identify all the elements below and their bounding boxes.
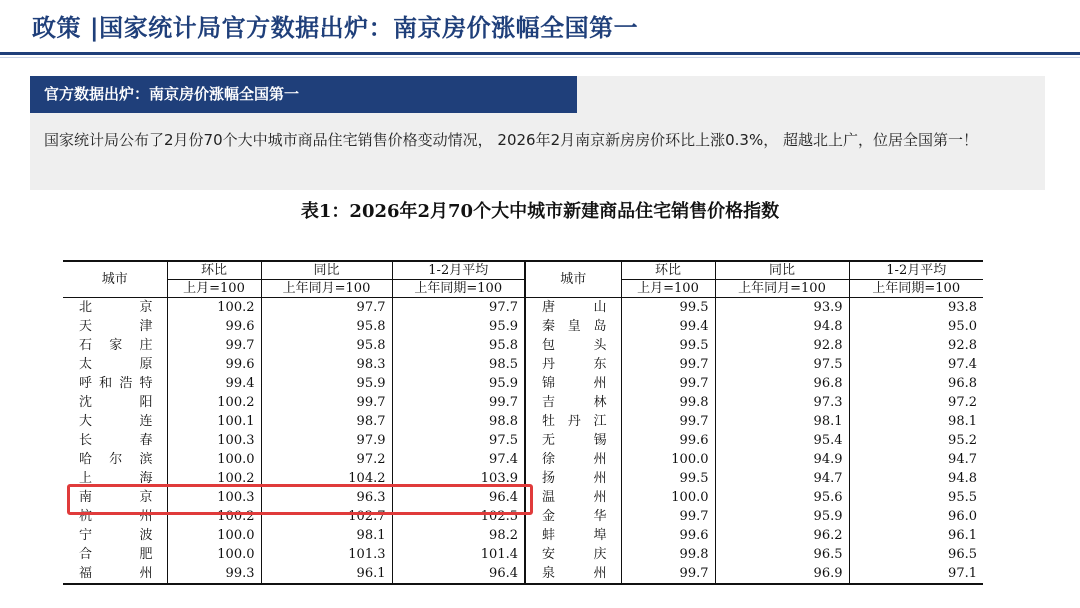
yoy-cell-right: 95.4 [715,431,849,450]
table-row [63,355,983,374]
table-row [63,526,983,545]
mom-cell-right: 99.6 [621,431,715,450]
mom-cell: 100.2 [167,469,261,488]
city-cell-right: 包头 [525,336,621,355]
mom-cell-right: 99.8 [621,545,715,564]
mom-cell-right: 99.7 [621,412,715,431]
city-cell: 天津 [79,319,153,334]
yoy-cell: 98.3 [261,355,392,374]
city-cell: 杭州 [79,509,153,524]
table-body [63,298,983,585]
yoy-cell: 102.7 [261,507,392,526]
mom-cell: 100.0 [167,450,261,469]
mom-cell: 100.0 [167,545,261,564]
avg-cell-right: 97.1 [849,564,983,584]
city-cell: 沈阳 [79,395,153,410]
header-avg-right: 1-2月平均 [849,261,983,280]
mom-cell: 100.0 [167,526,261,545]
city-cell: 呼和浩特 [79,376,153,391]
header-yoy-base-right: 上年同月=100 [715,280,849,298]
city-cell-right: 泉州 [525,564,621,584]
table-row [63,393,983,412]
mom-cell-right: 99.5 [621,469,715,488]
avg-cell: 95.9 [392,374,525,393]
price-index-table [63,260,983,585]
avg-cell: 98.2 [392,526,525,545]
city-cell-right: 扬州 [525,469,621,488]
header-mom-base-right: 上月=100 [621,280,715,298]
table-subheader-row [63,280,983,298]
avg-cell: 96.4 [392,488,525,507]
yoy-cell-right: 97.5 [715,355,849,374]
table-header-row [63,261,983,280]
mom-cell: 100.1 [167,412,261,431]
table-row [63,469,983,488]
mom-cell: 99.6 [167,355,261,374]
yoy-cell: 98.7 [261,412,392,431]
mom-cell: 99.4 [167,374,261,393]
avg-cell-right: 95.5 [849,488,983,507]
city-cell: 合肥 [79,547,153,562]
mom-cell-right: 99.7 [621,355,715,374]
table-row [63,450,983,469]
avg-cell-right: 96.0 [849,507,983,526]
yoy-cell-right: 95.6 [715,488,849,507]
mom-cell-right: 99.8 [621,393,715,412]
mom-cell: 100.2 [167,298,261,318]
table-row [63,564,983,584]
mom-cell: 99.6 [167,317,261,336]
avg-cell: 98.8 [392,412,525,431]
table-row [63,336,983,355]
yoy-cell: 95.8 [261,317,392,336]
yoy-cell-right: 94.9 [715,450,849,469]
yoy-cell-right: 96.5 [715,545,849,564]
avg-cell: 95.9 [392,317,525,336]
header-city-right: 城市 [525,261,621,298]
city-cell-right: 安庆 [525,545,621,564]
page-title: 政策 |国家统计局官方数据出炉：南京房价涨幅全国第一 [32,14,639,42]
avg-cell-right: 98.1 [849,412,983,431]
header-avg-base-right: 上年同期=100 [849,280,983,298]
yoy-cell-right: 98.1 [715,412,849,431]
city-cell: 哈尔滨 [79,452,153,467]
avg-cell-right: 94.8 [849,469,983,488]
mom-cell-right: 99.7 [621,374,715,393]
city-cell-right: 锦州 [525,374,621,393]
city-cell: 石家庄 [79,338,153,353]
city-cell-right: 秦皇岛 [525,317,621,336]
mom-cell-right: 99.6 [621,526,715,545]
avg-cell: 96.4 [392,564,525,584]
yoy-cell-right: 93.9 [715,298,849,318]
header-mom-base: 上月=100 [167,280,261,298]
yoy-cell: 95.9 [261,374,392,393]
mom-cell-right: 99.7 [621,507,715,526]
header-mom: 环比 [167,261,261,280]
yoy-cell-right: 92.8 [715,336,849,355]
avg-cell-right: 96.8 [849,374,983,393]
avg-cell-right: 92.8 [849,336,983,355]
title-divider-thin [0,57,1080,58]
table-row [63,488,983,507]
table-row [63,507,983,526]
mom-cell: 100.3 [167,431,261,450]
mom-cell-right: 100.0 [621,450,715,469]
city-cell-right: 牡丹江 [525,412,621,431]
city-cell-right: 金华 [525,507,621,526]
city-cell: 上海 [79,471,153,486]
city-cell: 南京 [79,490,153,505]
summary-banner: 官方数据出炉：南京房价涨幅全国第一 [30,76,577,113]
yoy-cell: 96.1 [261,564,392,584]
table-row [63,431,983,450]
city-cell: 大连 [79,414,153,429]
table-row [63,298,983,318]
avg-cell: 103.9 [392,469,525,488]
avg-cell-right: 96.5 [849,545,983,564]
mom-cell-right: 99.5 [621,298,715,318]
avg-cell: 101.4 [392,545,525,564]
mom-cell-right: 99.4 [621,317,715,336]
yoy-cell-right: 96.8 [715,374,849,393]
yoy-cell: 96.3 [261,488,392,507]
city-cell: 北京 [79,300,153,315]
avg-cell-right: 97.2 [849,393,983,412]
city-cell: 长春 [79,433,153,448]
mom-cell: 100.2 [167,507,261,526]
city-cell: 宁波 [79,528,153,543]
avg-cell: 98.5 [392,355,525,374]
yoy-cell-right: 96.2 [715,526,849,545]
header-avg-base: 上年同期=100 [392,280,525,298]
yoy-cell-right: 96.9 [715,564,849,584]
avg-cell: 97.7 [392,298,525,318]
avg-cell: 102.5 [392,507,525,526]
city-cell-right: 丹东 [525,355,621,374]
mom-cell-right: 99.5 [621,336,715,355]
city-cell-right: 吉林 [525,393,621,412]
mom-cell-right: 100.0 [621,488,715,507]
city-cell: 福州 [79,566,153,581]
yoy-cell-right: 95.9 [715,507,849,526]
mom-cell: 100.2 [167,393,261,412]
table-row [63,412,983,431]
yoy-cell-right: 94.8 [715,317,849,336]
header-yoy-base: 上年同月=100 [261,280,392,298]
summary-text: 国家统计局公布了2月份70个大中城市商品住宅销售价格变动情况， 2026年2月南京新房房价环比上涨0.3%， 超越北上广，位居全国第一！ [44,131,978,149]
city-cell-right: 无锡 [525,431,621,450]
mom-cell: 99.7 [167,336,261,355]
header-avg: 1-2月平均 [392,261,525,280]
yoy-cell: 98.1 [261,526,392,545]
mom-cell: 100.3 [167,488,261,507]
avg-cell: 97.4 [392,450,525,469]
mom-cell-right: 99.7 [621,564,715,584]
table-caption: 表1：2026年2月70个大中城市新建商品住宅销售价格指数 [300,201,780,222]
title-divider [0,52,1080,55]
table-row [63,374,983,393]
avg-cell-right: 96.1 [849,526,983,545]
header-yoy: 同比 [261,261,392,280]
header-city: 城市 [63,261,167,298]
table-row [63,545,983,564]
city-cell-right: 徐州 [525,450,621,469]
mom-cell: 99.3 [167,564,261,584]
yoy-cell: 104.2 [261,469,392,488]
table-row [63,317,983,336]
yoy-cell-right: 94.7 [715,469,849,488]
city-cell-right: 温州 [525,488,621,507]
avg-cell: 95.8 [392,336,525,355]
yoy-cell: 97.9 [261,431,392,450]
yoy-cell: 97.7 [261,298,392,318]
avg-cell-right: 95.0 [849,317,983,336]
yoy-cell: 99.7 [261,393,392,412]
avg-cell-right: 93.8 [849,298,983,318]
city-cell: 太原 [79,357,153,372]
avg-cell: 99.7 [392,393,525,412]
city-cell-right: 蚌埠 [525,526,621,545]
yoy-cell: 101.3 [261,545,392,564]
yoy-cell-right: 97.3 [715,393,849,412]
avg-cell-right: 95.2 [849,431,983,450]
price-index-table-wrap [63,260,983,585]
header-mom-right: 环比 [621,261,715,280]
city-cell-right: 唐山 [525,298,621,318]
avg-cell-right: 97.4 [849,355,983,374]
avg-cell: 97.5 [392,431,525,450]
avg-cell-right: 94.7 [849,450,983,469]
header-yoy-right: 同比 [715,261,849,280]
yoy-cell: 97.2 [261,450,392,469]
yoy-cell: 95.8 [261,336,392,355]
